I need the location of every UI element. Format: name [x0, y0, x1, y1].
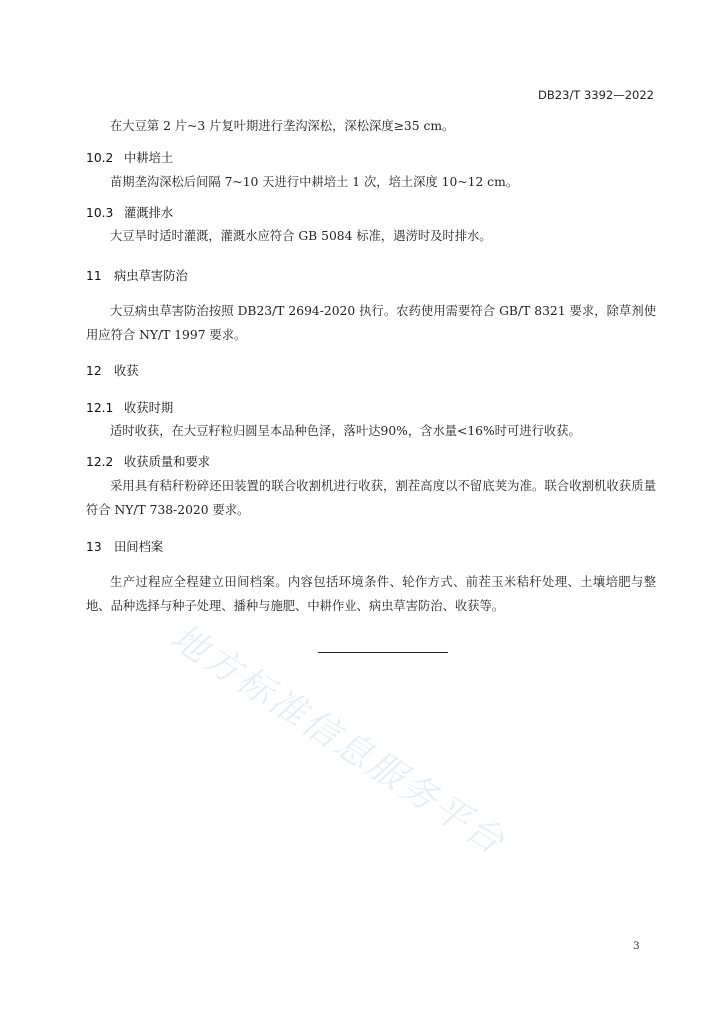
- page-number: 3: [633, 940, 640, 952]
- paragraph-12-2: 采用具有秸秆粉碎还田装置的联合收割机进行收获，割茬高度以不留底荚为准。联合收割机收获质量符合 NY/T 738-2020 要求。: [86, 479, 656, 517]
- section-number: 10.3: [86, 206, 114, 220]
- paragraph-11: 大豆病虫草害防治按照 DB23/T 2694-2020 执行。农药使用需要符合 GB/T 8321 要求，除草剂使用应符合 NY/T 1997 要求。: [86, 304, 656, 342]
- end-divider: [318, 652, 448, 653]
- section-number: 11: [86, 269, 102, 283]
- section-title: 收获时期: [124, 401, 174, 415]
- watermark: 地方标准信息服务平台: [163, 616, 513, 864]
- heading-12-1: [86, 398, 173, 416]
- section-number: 10.2: [86, 151, 114, 165]
- section-number: 12.1: [86, 401, 114, 415]
- section-title: 病虫草害防治: [114, 269, 188, 283]
- document-code: DB23/T 3392—2022: [538, 88, 654, 102]
- heading-10-2: [86, 148, 173, 166]
- section-title: 收获: [114, 364, 139, 378]
- section-title: 收获质量和要求: [124, 455, 211, 469]
- heading-13: [86, 537, 163, 555]
- section-number: 12: [86, 364, 102, 378]
- heading-10-3: [86, 203, 173, 221]
- section-number: 12.2: [86, 455, 114, 469]
- section-title: 中耕培土: [124, 151, 174, 165]
- paragraph-13: 生产过程应全程建立田间档案。内容包括环境条件、轮作方式、前茬玉米秸秆处理、土壤培肥与整地、品种选择与种子处理、播种与施肥、中耕作业、病虫草害防治、收获等。: [86, 575, 656, 613]
- paragraph-10-3: 大豆旱时适时灌溉，灌溉水应符合 GB 5084 标准，遇涝时及时排水。: [110, 229, 492, 243]
- heading-12-2: [86, 452, 210, 470]
- section-title: 田间档案: [114, 540, 164, 554]
- heading-11: [86, 266, 188, 284]
- paragraph-10-2: 苗期垄沟深松后间隔 7~10 天进行中耕培土 1 次，培土深度 10~12 cm。: [110, 175, 519, 189]
- paragraph-10-1: 在大豆第 2 片~3 片复叶期进行垄沟深松，深松深度≥35 cm。: [110, 119, 455, 133]
- section-title: 灌溉排水: [124, 206, 174, 220]
- heading-12: [86, 361, 139, 379]
- section-number: 13: [86, 540, 102, 554]
- paragraph-12-1: 适时收获，在大豆籽粒归圆呈本品种色泽，落叶达90%，含水量<16%时可进行收获。: [110, 424, 581, 438]
